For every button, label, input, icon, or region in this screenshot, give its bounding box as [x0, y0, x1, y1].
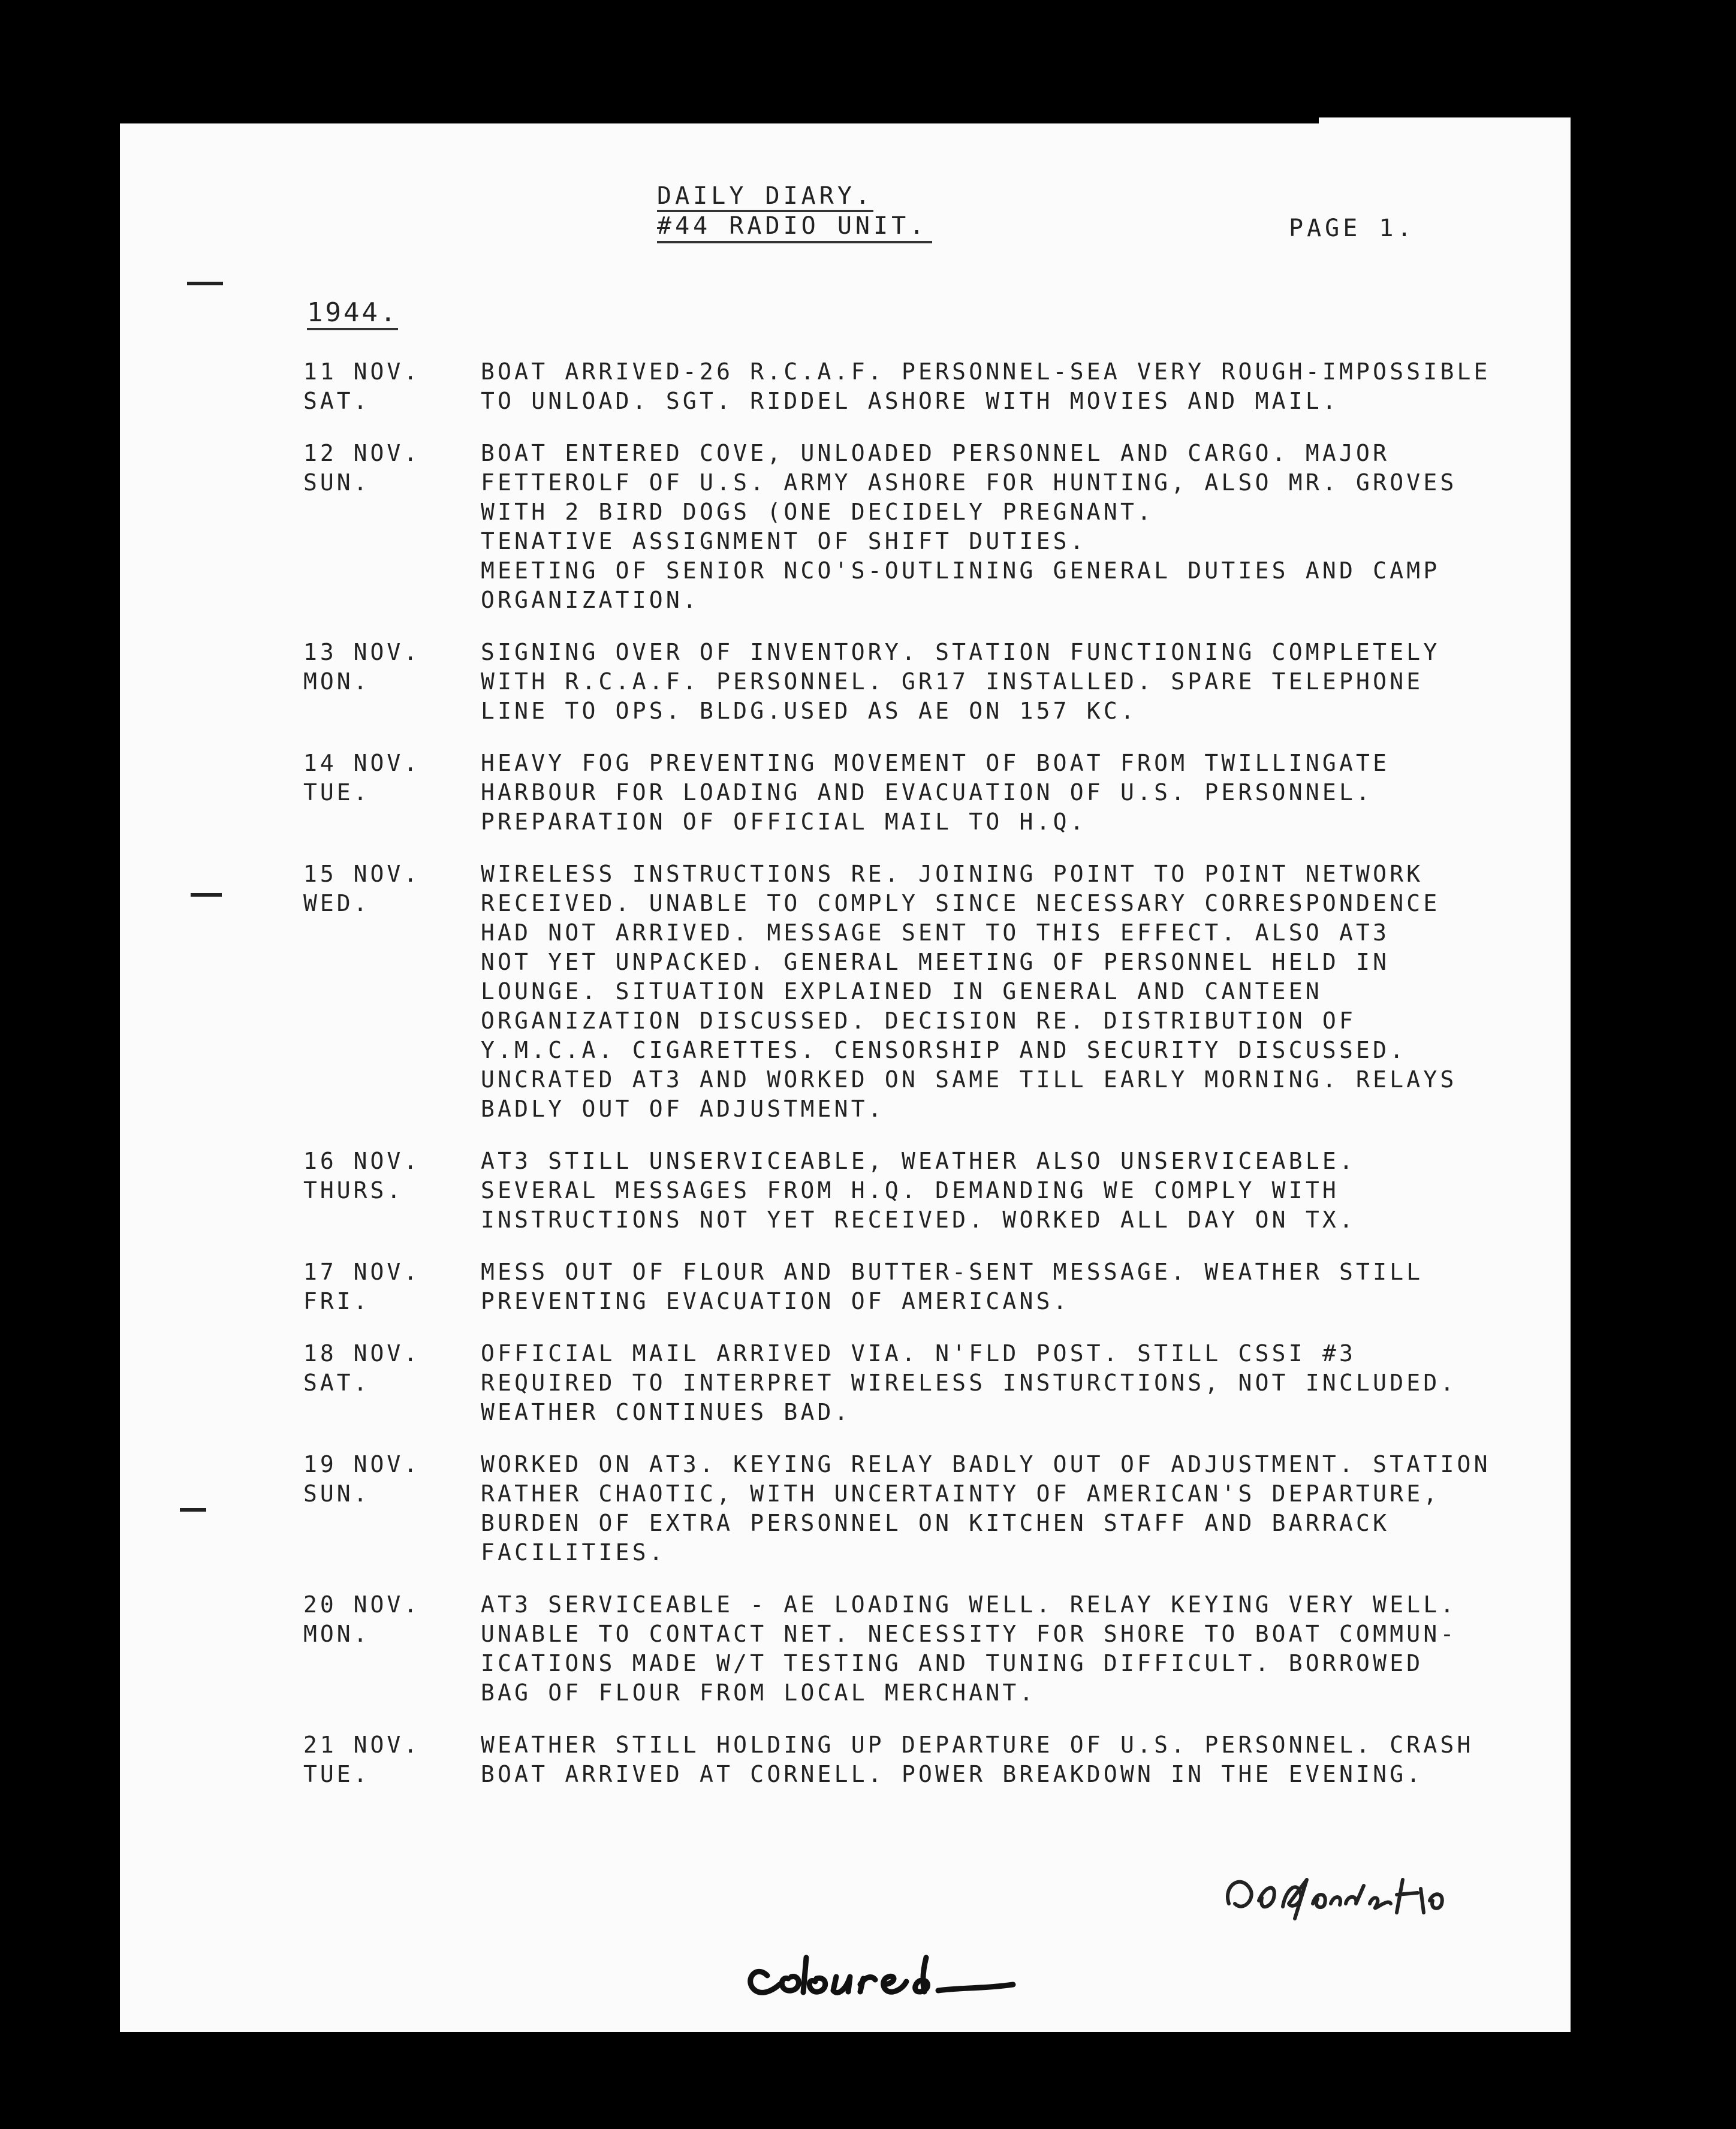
entry-weekday: WED. — [303, 890, 370, 916]
entry-line: BOAT ENTERED COVE, UNLOADED PERSONNEL AND CARGO. MAJOR — [481, 440, 1390, 466]
entry-text — [481, 1450, 1562, 1567]
entry-date — [303, 860, 481, 1124]
diary-page — [120, 123, 1571, 2032]
entry-line: WEATHER STILL HOLDING UP DEPARTURE OF U.S. PERSONNEL. CRASH — [481, 1732, 1474, 1758]
entry-line: AT3 STILL UNSERVICEABLE, WEATHER ALSO UNSERVICEABLE. — [481, 1148, 1357, 1174]
entry-line: SEVERAL MESSAGES FROM H.Q. DEMANDING WE COMPLY WITH — [481, 1177, 1339, 1204]
signature — [1217, 1862, 1469, 1928]
entry-line: WORKED ON AT3. KEYING RELAY BADLY OUT OF ADJUSTMENT. STATION — [481, 1451, 1491, 1477]
entry-weekday: SUN. — [303, 1480, 370, 1507]
margin-mark — [191, 893, 222, 897]
entry-date-day: 19 NOV. — [303, 1451, 421, 1477]
entry-line: REQUIRED TO INTERPRET WIRELESS INSTURCTIONS, NOT INCLUDED. — [481, 1370, 1457, 1396]
entry-line: RATHER CHAOTIC, WITH UNCERTAINTY OF AMERICAN'S DEPARTURE, — [481, 1480, 1440, 1507]
entry-line: WITH R.C.A.F. PERSONNEL. GR17 INSTALLED. SPARE TELEPHONE — [481, 668, 1424, 695]
entry-line: PREVENTING EVACUATION OF AMERICANS. — [481, 1288, 1070, 1314]
entry-line: LINE TO OPS. BLDG.USED AS AE ON 157 KC. — [481, 698, 1138, 724]
margin-mark — [180, 1508, 206, 1512]
entry-line: HEAVY FOG PREVENTING MOVEMENT OF BOAT FROM TWILLINGATE — [481, 750, 1390, 776]
entry-line: BADLY OUT OF ADJUSTMENT. — [481, 1096, 885, 1122]
entry-line: ICATIONS MADE W/T TESTING AND TUNING DIFFICULT. BORROWED — [481, 1650, 1424, 1676]
diary-entry — [303, 439, 1562, 615]
entry-line: BOAT ARRIVED-26 R.C.A.F. PERSONNEL-SEA VERY ROUGH-IMPOSSIBLE — [481, 358, 1491, 385]
entry-line: WITH 2 BIRD DOGS (ONE DECIDELY PREGNANT. — [481, 499, 1155, 525]
diary-title: DAILY DIARY. — [657, 181, 873, 211]
entry-date-day: 17 NOV. — [303, 1259, 421, 1285]
handwritten-note — [731, 1922, 1151, 2012]
entry-weekday: MON. — [303, 668, 370, 695]
entry-line: NOT YET UNPACKED. GENERAL MEETING OF PERSONNEL HELD IN — [481, 949, 1390, 975]
page-number: PAGE 1. — [1289, 215, 1415, 242]
entry-date — [303, 1339, 481, 1427]
diary-entry — [303, 638, 1562, 726]
entry-line: UNCRATED AT3 AND WORKED ON SAME TILL EARLY MORNING. RELAYS — [481, 1066, 1457, 1093]
entry-date-day: 16 NOV. — [303, 1148, 421, 1174]
entry-text — [481, 439, 1562, 615]
entry-date — [303, 439, 481, 615]
unit-name: #44 RADIO UNIT. — [657, 211, 932, 243]
diary-entry — [303, 1590, 1562, 1708]
entry-text — [481, 749, 1562, 837]
diary-entry — [303, 1339, 1562, 1427]
entry-text — [481, 357, 1562, 416]
diary-entry — [303, 749, 1562, 837]
margin-mark — [187, 282, 223, 285]
entry-line: SIGNING OVER OF INVENTORY. STATION FUNCTIONING COMPLETELY — [481, 639, 1440, 665]
year-heading: 1944. — [307, 297, 398, 328]
entry-line: Y.M.C.A. CIGARETTES. CENSORSHIP AND SECURITY DISCUSSED. — [481, 1037, 1407, 1063]
entry-line: PREPARATION OF OFFICIAL MAIL TO H.Q. — [481, 809, 1087, 835]
entry-date-day: 15 NOV. — [303, 861, 421, 887]
entry-line: HAD NOT ARRIVED. MESSAGE SENT TO THIS EFFECT. ALSO AT3 — [481, 919, 1390, 946]
entry-text — [481, 1339, 1562, 1427]
entry-line: BOAT ARRIVED AT CORNELL. POWER BREAKDOWN IN THE EVENING. — [481, 1761, 1424, 1787]
entry-line: MEETING OF SENIOR NCO'S-OUTLINING GENERAL DUTIES AND CAMP — [481, 557, 1440, 584]
entry-weekday: SAT. — [303, 1370, 370, 1396]
entry-date — [303, 357, 481, 416]
diary-entry — [303, 357, 1562, 416]
entry-date-day: 14 NOV. — [303, 750, 421, 776]
entry-line: UNABLE TO CONTACT NET. NECESSITY FOR SHORE TO BOAT COMMUN- — [481, 1621, 1457, 1647]
entry-line: RECEIVED. UNABLE TO COMPLY SINCE NECESSARY CORRESPONDENCE — [481, 890, 1440, 916]
entry-line: BAG OF FLOUR FROM LOCAL MERCHANT. — [481, 1679, 1036, 1706]
entry-date-day: 18 NOV. — [303, 1340, 421, 1367]
entry-date-day: 11 NOV. — [303, 358, 421, 385]
entry-weekday: TUE. — [303, 779, 370, 806]
entry-line: TO UNLOAD. SGT. RIDDEL ASHORE WITH MOVIES AND MAIL. — [481, 388, 1339, 414]
entry-date — [303, 638, 481, 726]
entry-text — [481, 1590, 1562, 1708]
entry-date-day: 20 NOV. — [303, 1591, 421, 1618]
entry-weekday: FRI. — [303, 1288, 370, 1314]
entry-date — [303, 1450, 481, 1567]
entry-text — [481, 1147, 1562, 1235]
entry-line: BURDEN OF EXTRA PERSONNEL ON KITCHEN STAFF AND BARRACK — [481, 1510, 1390, 1536]
entry-weekday: SUN. — [303, 469, 370, 496]
entry-date-day: 13 NOV. — [303, 639, 421, 665]
diary-entry — [303, 1730, 1562, 1789]
entry-weekday: THURS. — [303, 1177, 404, 1204]
entry-text — [481, 1258, 1562, 1316]
entry-line: OFFICIAL MAIL ARRIVED VIA. N'FLD POST. STILL CSSI #3 — [481, 1340, 1357, 1367]
entry-line: INSTRUCTIONS NOT YET RECEIVED. WORKED ALL DAY ON TX. — [481, 1207, 1357, 1233]
entry-weekday: TUE. — [303, 1761, 370, 1787]
diary-entry — [303, 1147, 1562, 1235]
entry-date — [303, 1590, 481, 1708]
entry-line: ORGANIZATION DISCUSSED. DECISION RE. DISTRIBUTION OF — [481, 1008, 1357, 1034]
entry-line: ORGANIZATION. — [481, 587, 700, 613]
diary-entry — [303, 1450, 1562, 1567]
entry-text — [481, 860, 1562, 1124]
entry-line: TENATIVE ASSIGNMENT OF SHIFT DUTIES. — [481, 528, 1087, 554]
entry-line: FETTEROLF OF U.S. ARMY ASHORE FOR HUNTING, ALSO MR. GROVES — [481, 469, 1457, 496]
entry-date — [303, 749, 481, 837]
entry-text — [481, 638, 1562, 726]
diary-entries — [303, 357, 1562, 1812]
entry-date-day: 21 NOV. — [303, 1732, 421, 1758]
entry-weekday: SAT. — [303, 388, 370, 414]
entry-line: AT3 SERVICEABLE - AE LOADING WELL. RELAY KEYING VERY WELL. — [481, 1591, 1457, 1618]
entry-date — [303, 1730, 481, 1789]
entry-line: HARBOUR FOR LOADING AND EVACUATION OF U.S. PERSONNEL. — [481, 779, 1373, 806]
entry-line: MESS OUT OF FLOUR AND BUTTER-SENT MESSAGE. WEATHER STILL — [481, 1259, 1424, 1285]
diary-entry — [303, 1258, 1562, 1316]
entry-date — [303, 1147, 481, 1235]
entry-line: LOUNGE. SITUATION EXPLAINED IN GENERAL AND CANTEEN — [481, 978, 1322, 1005]
diary-entry — [303, 860, 1562, 1124]
entry-line: WEATHER CONTINUES BAD. — [481, 1399, 851, 1425]
entry-date-day: 12 NOV. — [303, 440, 421, 466]
entry-date — [303, 1258, 481, 1316]
entry-text — [481, 1730, 1562, 1789]
entry-weekday: MON. — [303, 1621, 370, 1647]
entry-line: FACILITIES. — [481, 1539, 666, 1566]
entry-line: WIRELESS INSTRUCTIONS RE. JOINING POINT TO POINT NETWORK — [481, 861, 1424, 887]
